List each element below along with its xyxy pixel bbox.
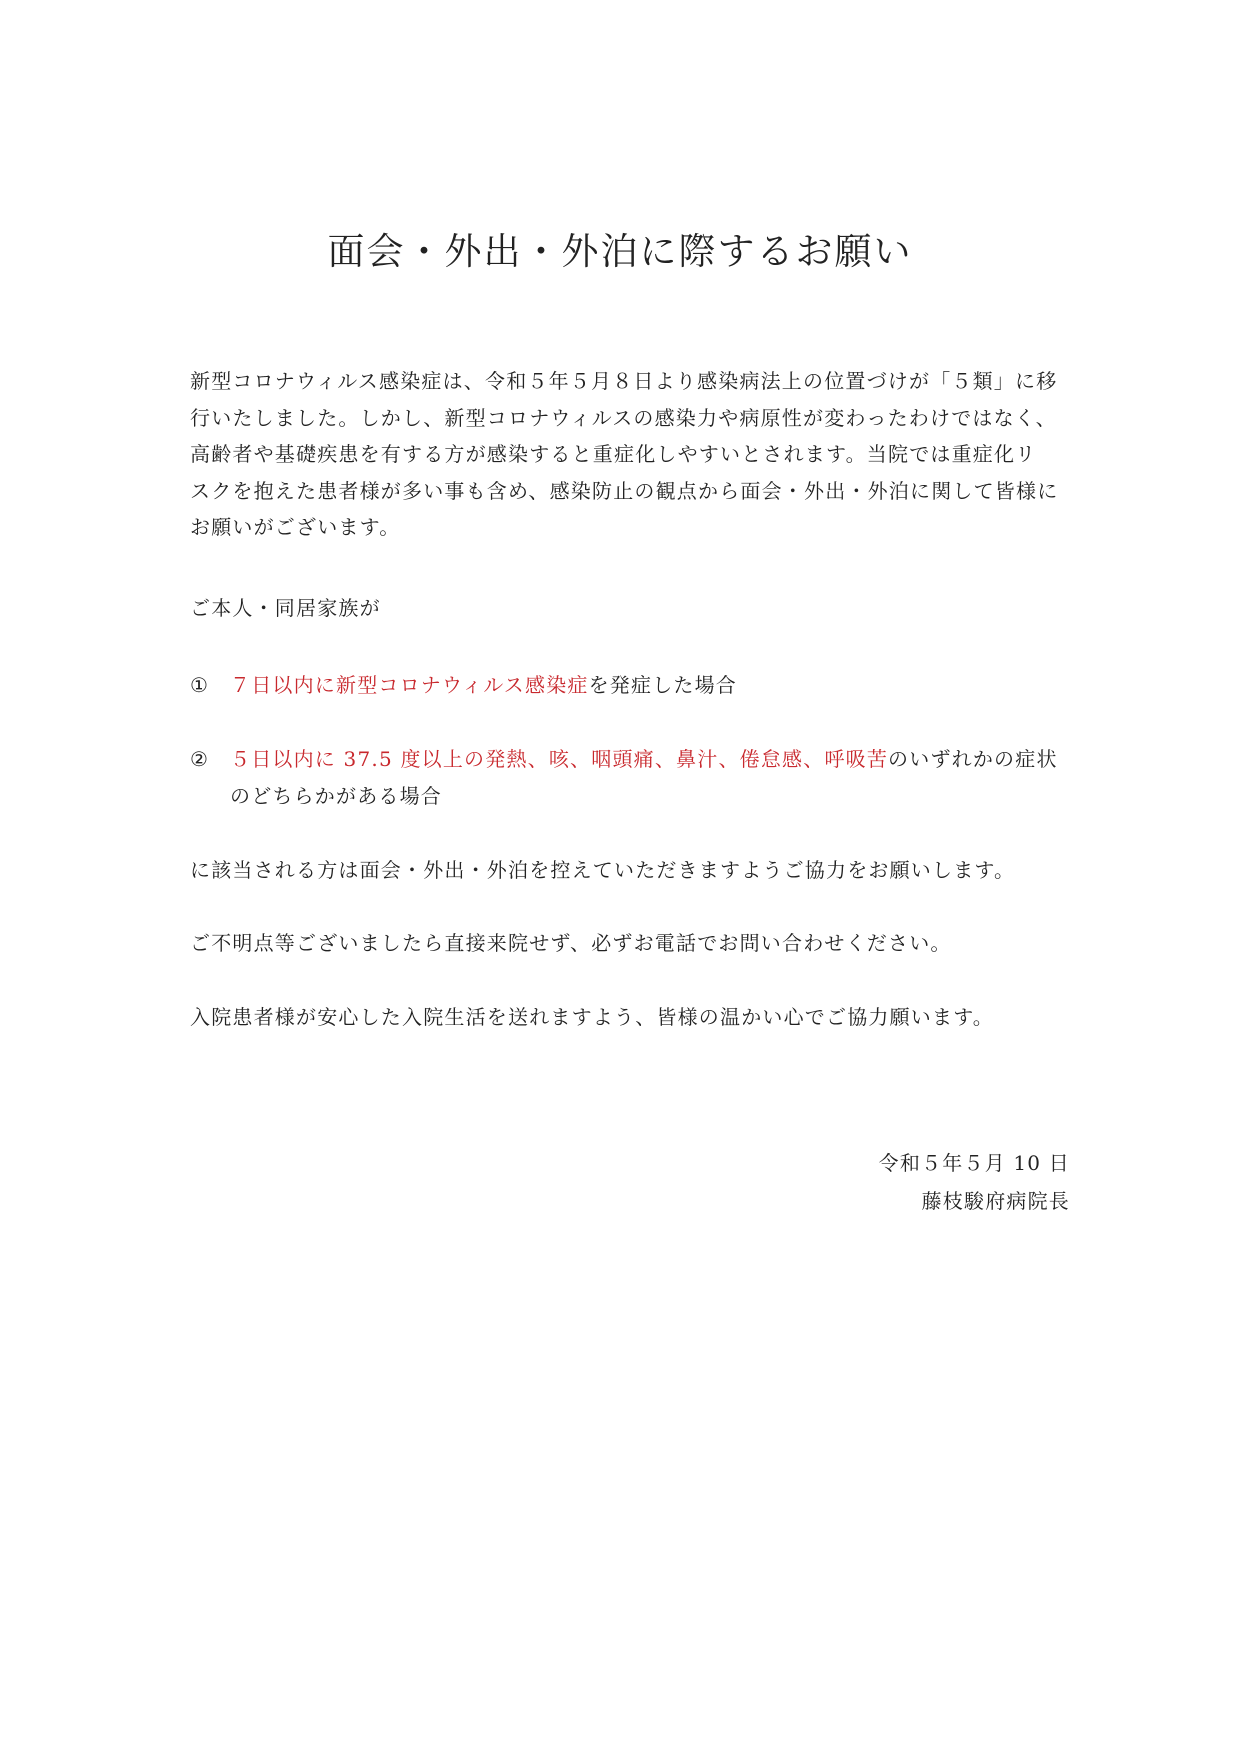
document-title: 面会・外出・外泊に際するお願い	[327, 230, 913, 273]
condition-item-2	[190, 741, 1080, 815]
condition-rest: を発症した場合	[588, 673, 738, 697]
intro-paragraph	[190, 363, 1070, 546]
closing-text: 入院患者様が安心した入院生活を送れますよう、皆様の温かい心でご協力願います。	[190, 1005, 994, 1029]
condition-highlight: ５日以内に 37.5 度以上の発熱、咳、咽頭痛、鼻汁、倦怠感、呼吸苦	[230, 747, 889, 771]
condition-rest: のいずれかの症状	[888, 747, 1058, 771]
condition-marker: ②	[190, 747, 210, 771]
condition-row	[190, 673, 737, 697]
intro-line: 行いたしました。しかし、新型コロナウィルスの感染力や病原性が変わったわけではなく、	[190, 405, 1057, 430]
contact-text: ご不明点等ございましたら直接来院せず、必ずお電話でお問い合わせください。	[190, 931, 952, 955]
condition-highlight: ７日以内に新型コロナウィルス感染症	[230, 673, 589, 697]
lead-text: ご本人・同居家族が	[190, 596, 381, 620]
condition-continuation: のどちらかがある場合	[230, 784, 442, 808]
condition-row	[190, 747, 1058, 771]
condition-marker: ①	[190, 673, 210, 697]
intro-line: 新型コロナウィルス感染症は、令和５年５月８日より感染病法上の位置づけが「５類」に移	[190, 369, 1058, 393]
issue-date: 令和５年５月 10 日	[878, 1151, 1070, 1175]
condition-item-1	[190, 667, 1080, 704]
intro-line: 高齢者や基礎疾患を有する方が感染すると重症化しやすいとされます。当院では重症化リ	[190, 442, 1037, 466]
apply-text: に該当される方は面会・外出・外泊を控えていただきますようご協力をお願いします。	[190, 858, 1016, 882]
intro-line: スクを抱えた患者様が多い事も含め、感染防止の観点から面会・外出・外泊に関して皆様に	[190, 478, 1059, 503]
signatory: 藤枝駿府病院長	[921, 1189, 1070, 1213]
intro-line: お願いがございます。	[190, 515, 401, 539]
